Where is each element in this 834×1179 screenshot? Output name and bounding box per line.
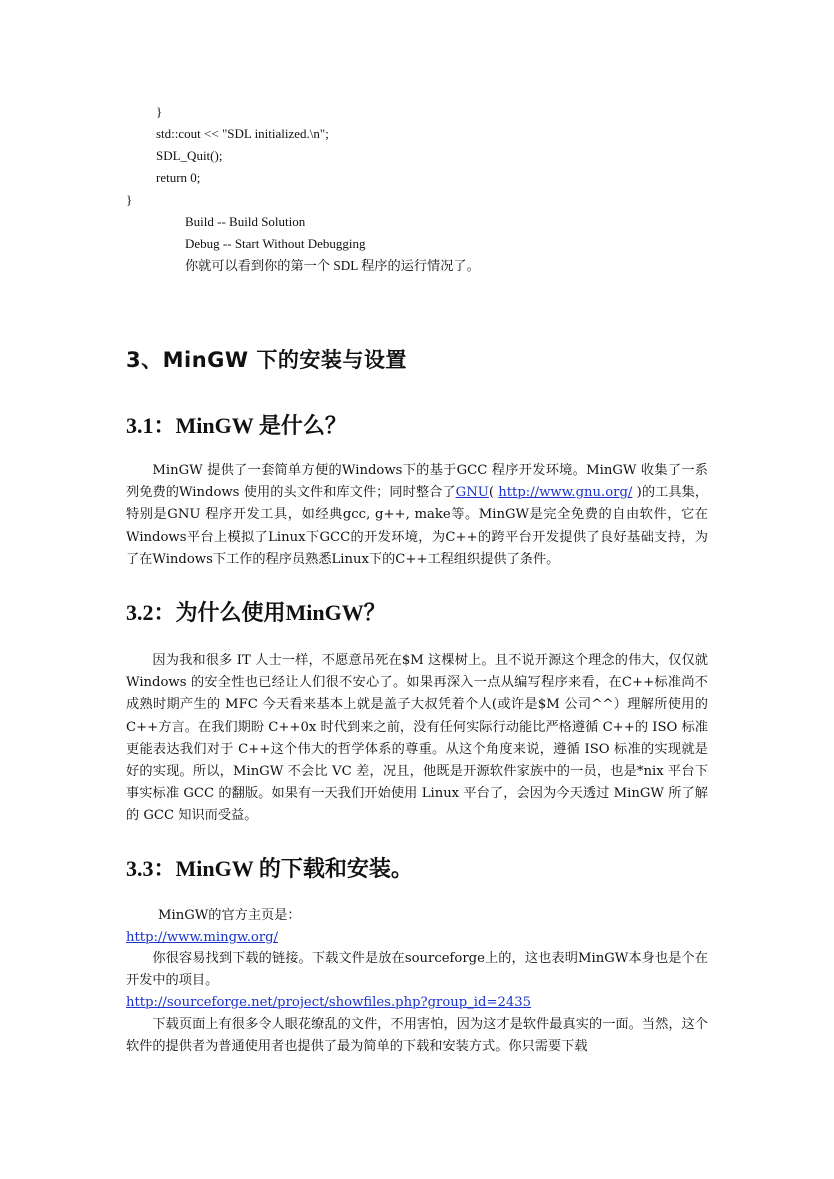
mingw-homepage-link[interactable]: http://www.mingw.org/ xyxy=(126,930,279,945)
paren-open: ( xyxy=(488,485,499,501)
section-3-heading: 3、MinGW 下的安装与设置 xyxy=(126,348,407,372)
section-3-1-paragraph xyxy=(126,460,708,571)
gnu-url-link[interactable]: http://www.gnu.org/ xyxy=(498,485,633,501)
download-paragraph: 你很容易找到下载的链接。下载文件是放在sourceforge上的，这也表明MinGW本身也是个在开发中的项目。 xyxy=(126,951,708,989)
code-line: std::cout << "SDL initialized.\n"; xyxy=(156,126,329,141)
code-line: return 0; xyxy=(156,170,201,185)
section-3-1-heading: 3.1：MinGW 是什么？ xyxy=(126,413,347,438)
code-block xyxy=(0,101,834,277)
build-step: Build -- Build Solution xyxy=(185,214,306,229)
paragraph-text: MinGW 提供了一套简单方便的Windows下的基于GCC 程序开发环境。MinGW 收集了一系列免费的Windows 使用的头文件和库文件；同时整合了 xyxy=(126,463,708,501)
debug-step: Debug -- Start Without Debugging xyxy=(185,236,366,251)
sourceforge-link[interactable]: http://sourceforge.net/project/showfiles.php?group_id=2435 xyxy=(126,995,532,1010)
result-note: 你就可以看到你的第一个 SDL 程序的运行情况了。 xyxy=(185,258,480,273)
code-line: SDL_Quit(); xyxy=(156,148,223,163)
gnu-link[interactable]: GNU xyxy=(455,485,489,501)
section-3-2-heading: 3.2：为什么使用MinGW？ xyxy=(126,600,386,625)
download-page-paragraph: 下载页面上有很多令人眼花缭乱的文件，不用害怕，因为这才是软件最真实的一面。当然，这个软件的提供者为普通使用者也提供了最为简单的下载和安装方式。你只需要下载 xyxy=(126,1017,708,1055)
section-3-2-paragraph: 因为我和很多 IT 人士一样，不愿意吊死在$M 这棵树上。且不说开源这个理念的伟大，仅仅就 Windows 的安全性也已经让人们很不安心了。如果再深入一点从编写程序来看，在C++标准尚不成熟时期产生的 MFC 今天看来基本上就是盖子大叔凭着个人(或许是$M 公司^^）理解所使用的 C++方言。在我们期盼 C++0x 时代到来之前，没有任何实际行动能比严格遵循 C++的 ISO 标准更能表达我们对于 C++这个伟大的哲学体系的尊重。从这个角度来说，遵循 ISO 标准的实现就是好的实现。所以，MinGW 不会比 VC 差，况且，他既是开源软件家族中的一员，也是*nix 平台下事实标准 GCC 的翻版。如果有一天我们开始使用 Linux 平台了，会因为今天透过 MinGW 所了解的 GCC 知识而受益。 xyxy=(126,653,708,824)
code-line: } xyxy=(156,104,163,119)
paragraph-text: )的工具集，特别是GNU 程序开发工具，如经典gcc, g++, make等。MinGW是完全免费的自由软件，它在Windows平台上模拟了Linux下GCC的开发环境，为C++的跨平台开发提供了良好基础支持，为了在Windows下工作的程序员熟悉Linux下的C++工程组织提供了条件。 xyxy=(126,485,709,567)
homepage-label: MinGW的官方主页是： xyxy=(158,908,301,923)
code-line: } xyxy=(126,192,133,207)
section-3-3-heading: 3.3：MinGW 的下载和安装。 xyxy=(126,856,413,881)
